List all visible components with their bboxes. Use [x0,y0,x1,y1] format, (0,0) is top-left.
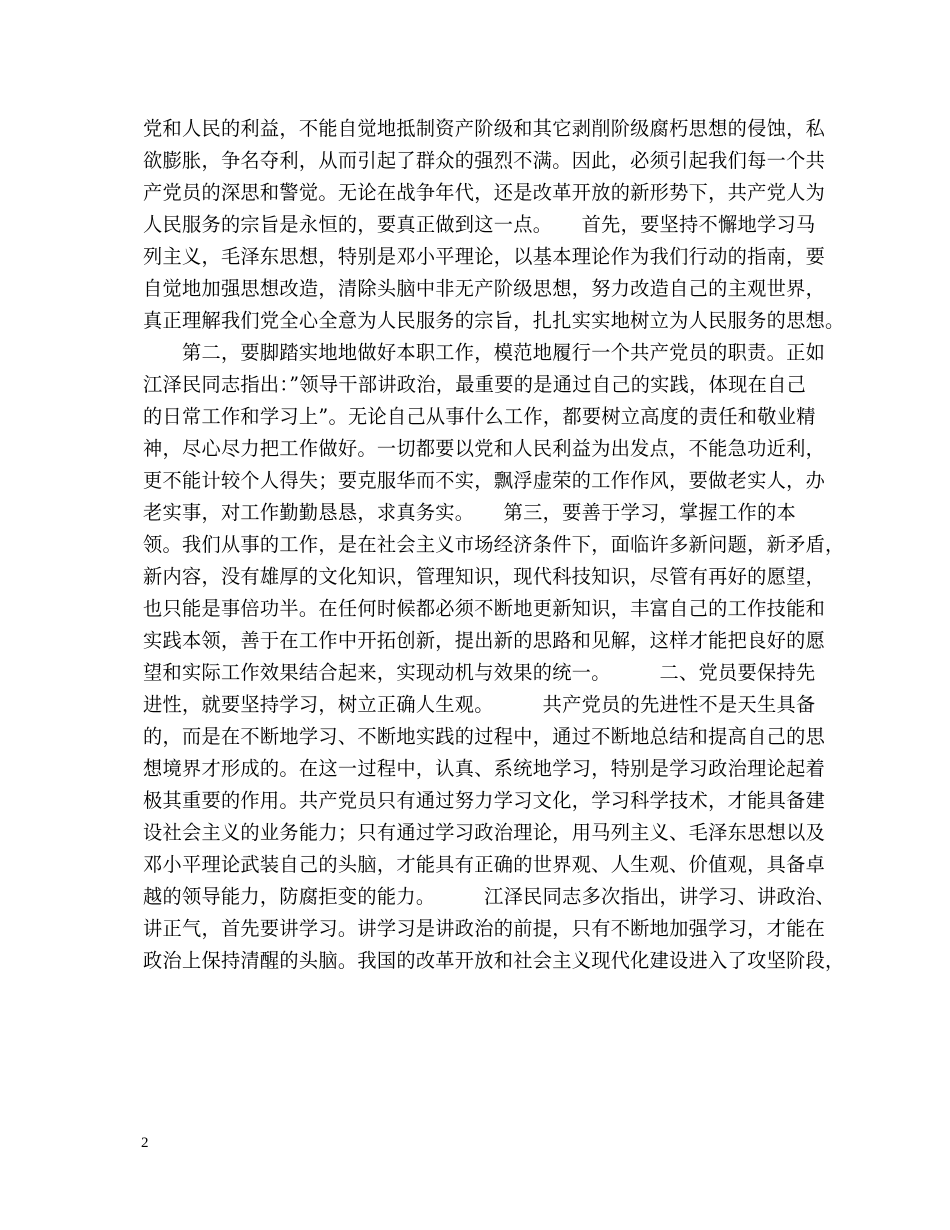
text-line: 欲膨胀，争名夺利，从而引起了群众的强烈不满。因此，必须引起我们每一个共 [143,149,826,172]
text-line: 政治上保持清醒的头脑。我国的改革开放和社会主义现代化建设进入了攻坚阶段， [143,949,845,972]
text-line: 实践本领，善于在工作中开拓创新，提出新的思路和见解，这样才能把良好的愿 [143,629,826,652]
text-line: 望和实际工作效果结合起来，实现动机与效果的统一。 二、党员要保持先 [143,661,816,684]
text-line: 想境界才形成的。在这一过程中，认真、系统地学习，特别是学习政治理论起着 [143,757,826,780]
text-line: 真正理解我们党全心全意为人民服务的宗旨，扎扎实实地树立为人民服务的思想。 [143,309,845,332]
text-line: 自觉地加强思想改造，清除头脑中非无产阶级思想，努力改造自己的主观世界， [143,277,826,300]
text-line: 也只能是事倍功半。在任何时候都必须不断地更新知识，丰富自己的工作技能和 [143,597,826,620]
text-line: 老实事，对工作勤勤恳恳，求真务实。 第三，要善于学习，掌握工作的本 [143,501,796,524]
text-line: 的日常工作和学习上”。无论自己从事什么工作，都要树立高度的责任和敬业精 [143,405,816,428]
text-line: 更不能计较个人得失；要克服华而不实，飘浮虚荣的工作作风，要做老实人，办 [143,469,826,492]
text-line: 极其重要的作用。共产党员只有通过努力学习文化，学习科学技术，才能具备建 [143,789,826,812]
text-line: 讲正气，首先要讲学习。讲学习是讲政治的前提，只有不断地加强学习，才能在 [143,917,826,940]
text-line: 党和人民的利益，不能自觉地抵制资产阶级和其它剥削阶级腐朽思想的侵蚀，私 [143,117,826,140]
page-number: 2 [141,1135,149,1151]
text-line: 的，而是在不断地学习、不断地实践的过程中，通过不断地总结和提高自己的思 [143,725,826,748]
text-line: 产党员的深思和警觉。无论在战争年代，还是改革开放的新形势下，共产党人为 [143,181,826,204]
text-line: 人民服务的宗旨是永恒的，要真正做到这一点。 首先，要坚持不懈地学习马 [143,213,816,236]
text-line: 越的领导能力，防腐拒变的能力。 江泽民同志多次指出，讲学习、讲政治、 [143,885,835,908]
text-line: 邓小平理论武装自己的头脑，才能具有正确的世界观、人生观、价值观，具备卓 [143,853,826,876]
text-line: 设社会主义的业务能力；只有通过学习政治理论，用马列主义、毛泽东思想以及 [143,821,826,844]
text-line: 领。我们从事的工作，是在社会主义市场经济条件下，面临许多新问题，新矛盾， [143,533,845,556]
text-line: 新内容，没有雄厚的文化知识，管理知识，现代科技知识，尽管有再好的愿望， [143,565,826,588]
text-line: 神，尽心尽力把工作做好。一切都要以党和人民利益为出发点，不能急功近利， [143,437,826,460]
text-line: 列主义，毛泽东思想，特别是邓小平理论，以基本理论作为我们行动的指南，要 [143,245,826,268]
text-line: 进性，就要坚持学习，树立正确人生观。 共产党员的先进性不是天生具备 [143,693,816,716]
text-line: 第二，要脚踏实地地做好本职工作，模范地履行一个共产党员的职责。正如 [143,341,826,364]
text-line: 江泽民同志指出：”领导干部讲政治，最重要的是通过自己的实践，体现在自己 [143,373,807,396]
body-text [143,113,845,977]
